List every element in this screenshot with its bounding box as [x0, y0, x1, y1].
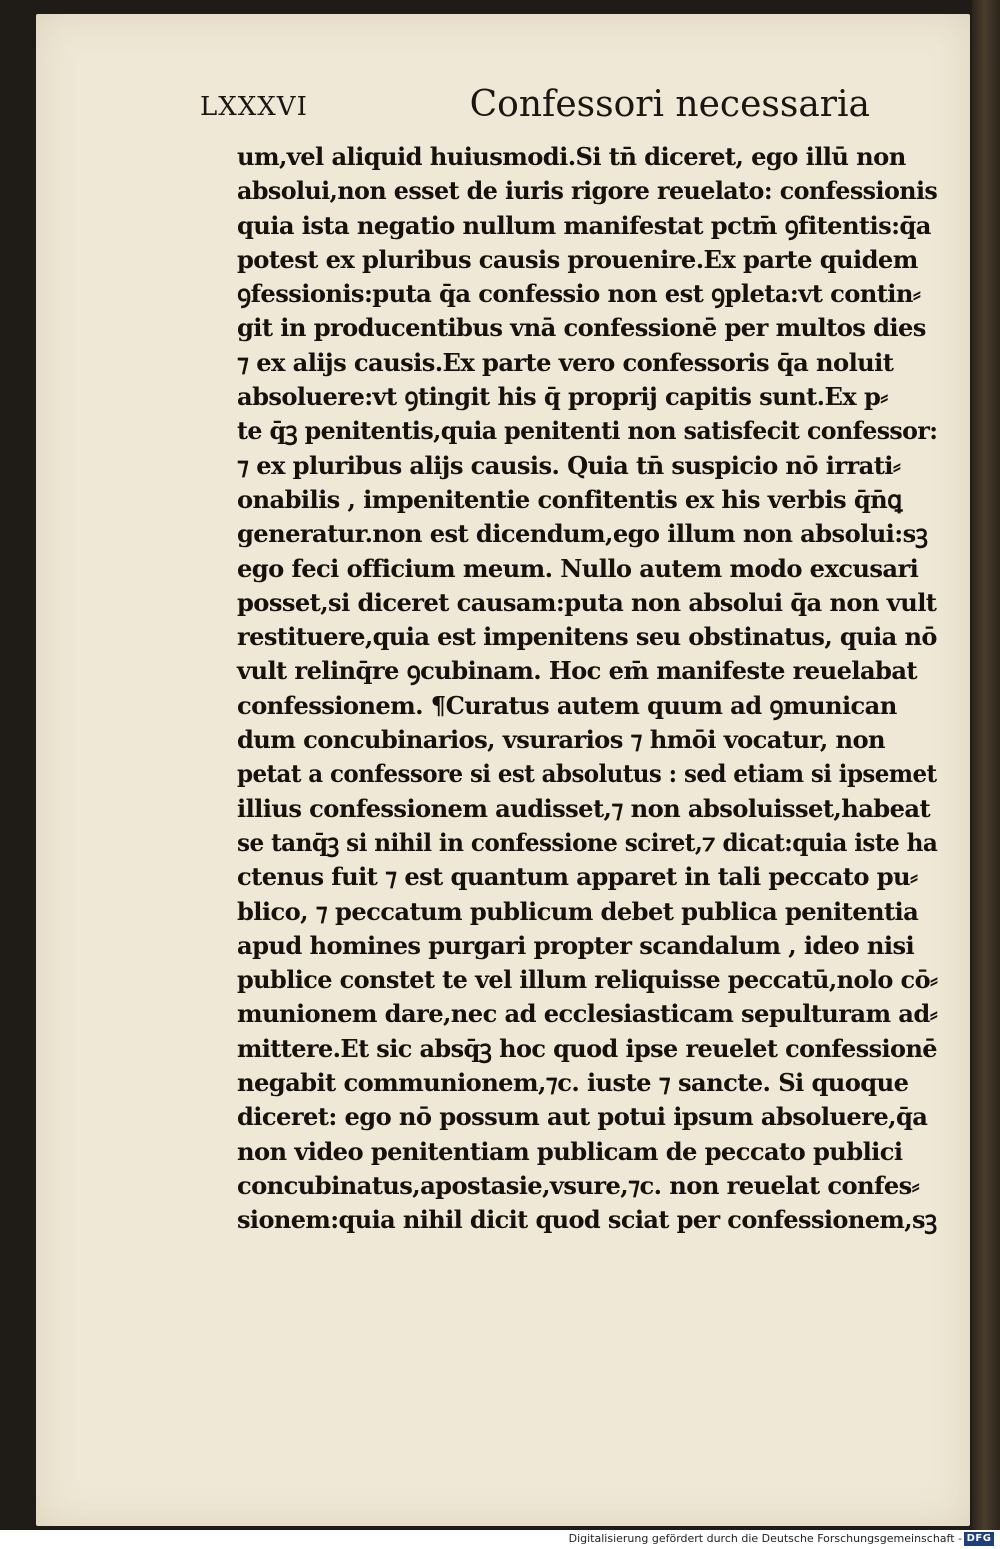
text-line: dum concubinarios, vsurarios ⁊ hmōi vocatur, non [237, 725, 885, 755]
text-line: vult relinq̄re ꝯcubinam. Hoc em̄ manifeste reuelabat [237, 656, 917, 686]
dfg-logo: DFG [964, 1532, 994, 1546]
body-text [237, 140, 937, 1238]
text-line: git in producentibus vnā confessionē per multos dies [237, 313, 926, 343]
text-line: non video penitentiam publicam de peccato publici [237, 1136, 903, 1166]
text-line: potest ex pluribus causis prouenire.Ex parte quidem [237, 244, 918, 274]
text-line: munionem dare,nec ad ecclesiasticam sepulturam ad⸗ [237, 999, 938, 1029]
text-line: sionem:quia nihil dicit quod sciat per confessionem,sꝫ [237, 1205, 937, 1235]
text-line: generatur.non est dicendum,ego illum non absolui:sꝫ [237, 519, 928, 549]
text-line: ꝯfessionis:puta q̄a confessio non est ꝯpleta:vt contin⸗ [237, 279, 921, 309]
text-line: absolui,non esset de iuris rigore reuelato: confessionis [237, 176, 938, 206]
text-line: se tanq̄ꝫ si nihil in confessione sciret,⁊ dicat:quia iste ha [237, 827, 938, 857]
text-line: apud homines purgari propter scandalum , ideo nisi [237, 930, 915, 960]
text-line: ego feci officium meum. Nullo autem modo excusari [237, 553, 919, 583]
text-line: illius confessionem audisset,⁊ non absoluisset,habeat [237, 793, 931, 823]
text-line: onabilis , impenitentie confitentis ex his verbis q̄n̄ꝗ [237, 484, 902, 514]
text-line: restituere,quia est impenitens seu obstinatus, quia nō [237, 622, 937, 652]
text-line: mittere.Et sic absq̄ꝫ hoc quod ipse reuelet confessionē [237, 1033, 937, 1063]
text-line: posset,si diceret causam:puta non absolui q̄a non vult [237, 587, 937, 617]
text-line: quia ista negatio nullum manifestat pctm̄ ꝯfitentis:q̄a [237, 210, 931, 240]
text-line: negabit communionem,⁊c. iuste ⁊ sancte. Si quoque [237, 1068, 909, 1098]
text-line: te q̄ꝫ penitentis,quia penitenti non satisfecit confessor: [237, 416, 938, 446]
text-line: um,vel aliquid huiusmodi.Si tn̄ diceret, ego illū non [237, 142, 906, 171]
folio-number: LXXXVI [200, 92, 308, 122]
text-line: confessionem. ¶Curatus autem quum ad ꝯmunican [237, 690, 897, 720]
running-title: Confessori necessaria [469, 84, 870, 125]
text-line: publice constet te vel illum reliquisse peccatū,nolo cō⸗ [237, 965, 938, 995]
funding-credit: Digitalisierung gefördert durch die Deutsche Forschungsgemeinschaft - [568, 1532, 962, 1545]
running-head [200, 84, 870, 130]
text-line: ⁊ ex pluribus alijs causis. Quia tn̄ suspicio nō irrati⸗ [237, 450, 901, 480]
text-line: absoluere:vt ꝯtingit his q̄ proprij capitis sunt.Ex p⸗ [237, 382, 888, 412]
text-line: blico, ⁊ peccatum publicum debet publica penitentia [237, 896, 919, 926]
book-edge [972, 0, 1000, 1530]
text-line: concubinatus,apostasie,vsure,⁊c. non reuelat confes⸗ [237, 1170, 920, 1200]
footer-bar [0, 1530, 1000, 1549]
text-line: diceret: ego nō possum aut potui ipsum absoluere,q̄a [237, 1102, 928, 1132]
text-line: ⁊ ex alijs causis.Ex parte vero confessoris q̄a noluit [237, 347, 894, 377]
text-line: petat a confessore si est absolutus : sed etiam si ipsemet [237, 759, 937, 789]
text-line: ctenus fuit ⁊ est quantum apparet in tali peccato pu⸗ [237, 862, 918, 892]
